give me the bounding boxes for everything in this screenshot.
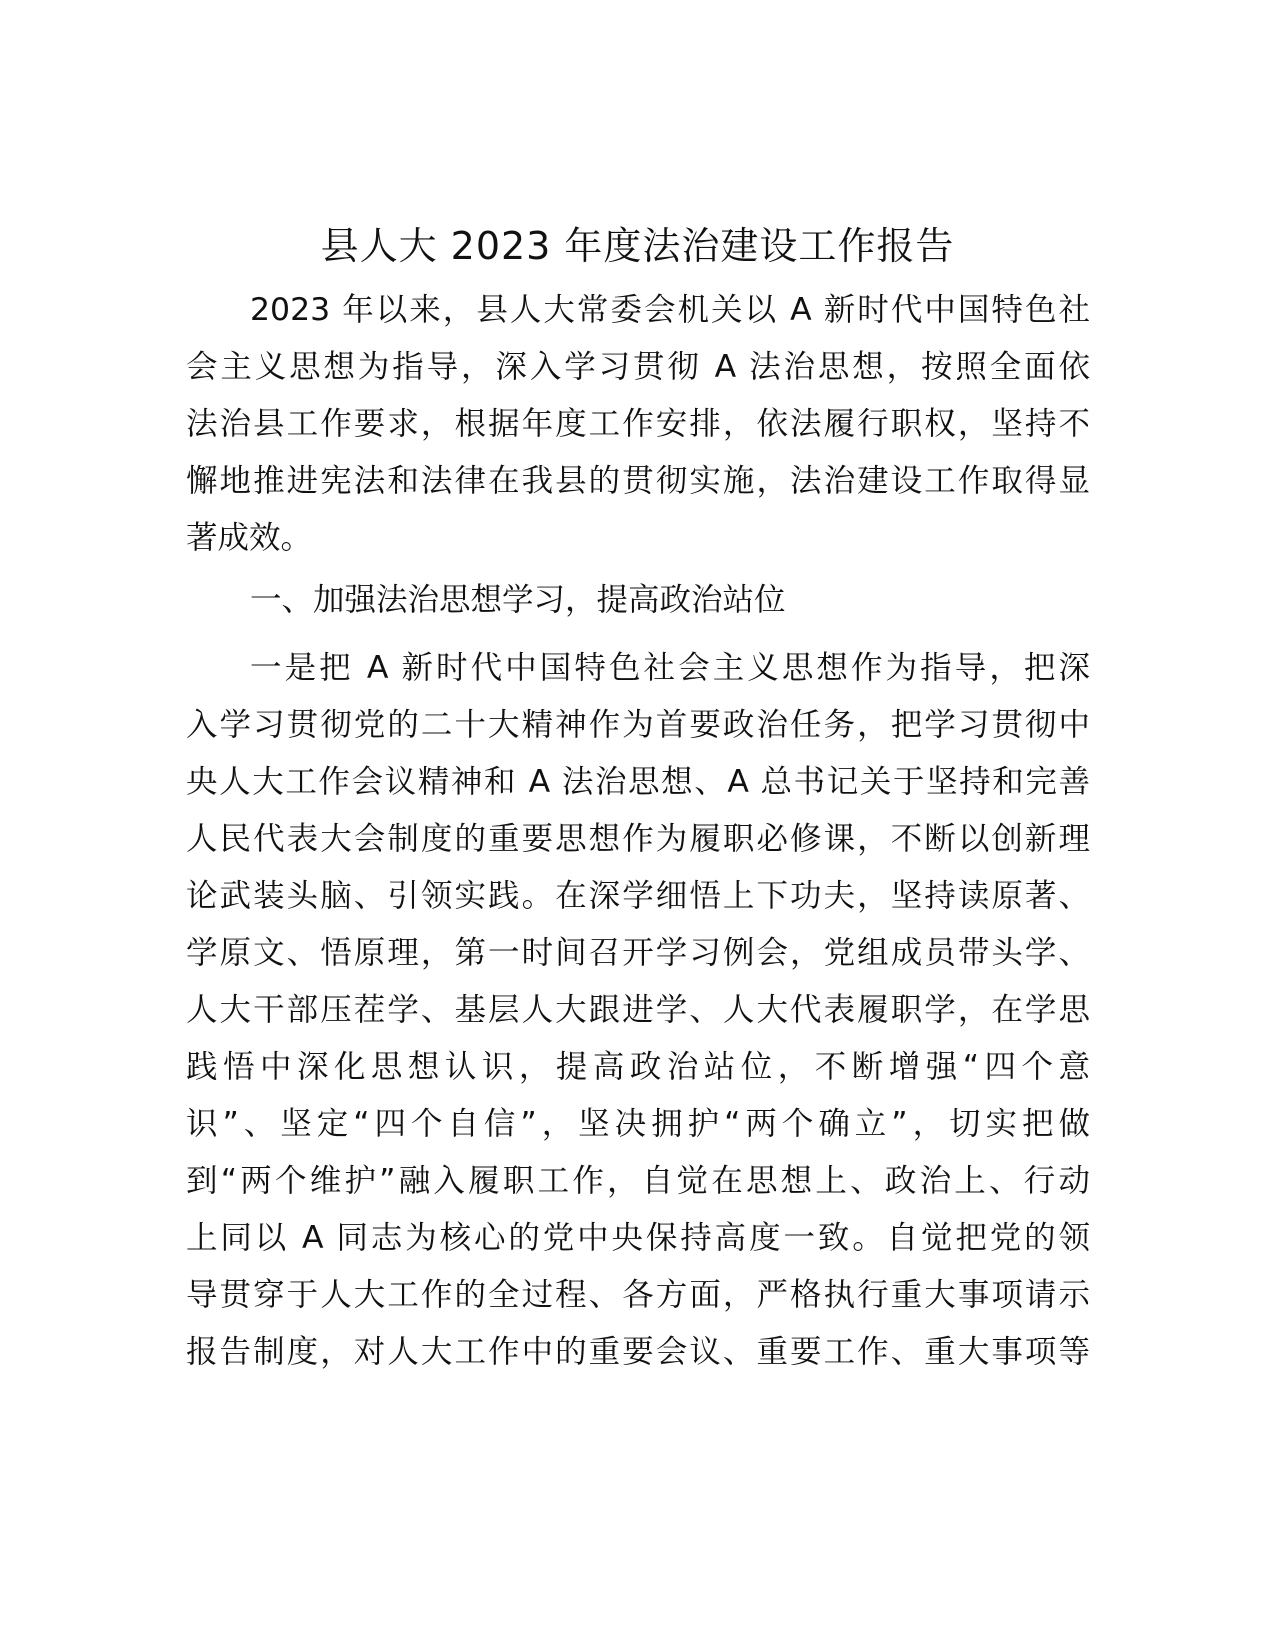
intro-paragraph [186, 282, 1090, 567]
paragraph-line: 入学习贯彻党的二十大精神作为首要政治任务，把学习贯彻中 [186, 707, 1090, 743]
paragraph-line: 人民代表大会制度的重要思想作为履职必修课，不断以创新理 [186, 821, 1090, 857]
paragraph-line: 法治县工作要求，根据年度工作安排，依法履行职权，坚持不 [186, 406, 1090, 442]
paragraph-line: 学原文、悟原理，第一时间召开学习例会，党组成员带头学、 [186, 935, 1090, 971]
section-heading [186, 572, 1090, 629]
paragraph-line: 报告制度，对人大工作中的重要会议、重要工作、重大事项等 [186, 1334, 1090, 1370]
paragraph-line: 2023 年以来，县人大常委会机关以 A 新时代中国特色社 [250, 292, 1090, 328]
paragraph-line: 懈地推进宪法和法律在我县的贯彻实施，法治建设工作取得显 [186, 463, 1090, 499]
paragraph-line: 央人大工作会议精神和 A 法治思想、A 总书记关于坚持和完善 [186, 764, 1090, 800]
paragraph-line: 论武装头脑、引领实践。在深学细悟上下功夫，坚持读原著、 [186, 878, 1090, 914]
paragraph-line: 到“两个维护”融入履职工作，自觉在思想上、政治上、行动 [186, 1163, 1090, 1199]
document-title: 县人大 2023 年度法治建设工作报告 [320, 224, 955, 268]
paragraph-line: 上同以 A 同志为核心的党中央保持高度一致。自觉把党的领 [186, 1220, 1090, 1256]
paragraph-line: 导贯穿于人大工作的全过程、各方面，严格执行重大事项请示 [186, 1277, 1090, 1313]
paragraph-line: 人大干部压茬学、基层人大跟进学、人大代表履职学，在学思 [186, 992, 1090, 1028]
paragraph-line: 识”、坚定“四个自信”，坚决拥护“两个确立”，切实把做 [186, 1106, 1090, 1142]
section-heading-text: 一、加强法治思想学习，提高政治站位 [250, 582, 786, 618]
paragraph-line: 著成效。 [186, 520, 313, 556]
paragraph-line: 践悟中深化思想认识，提高政治站位，不断增强“四个意 [186, 1049, 1090, 1085]
paragraph-line: 一是把 A 新时代中国特色社会主义思想作为指导，把深 [250, 650, 1090, 686]
paragraph-line: 会主义思想为指导，深入学习贯彻 A 法治思想，按照全面依 [186, 349, 1090, 385]
section-paragraph [186, 640, 1090, 1381]
